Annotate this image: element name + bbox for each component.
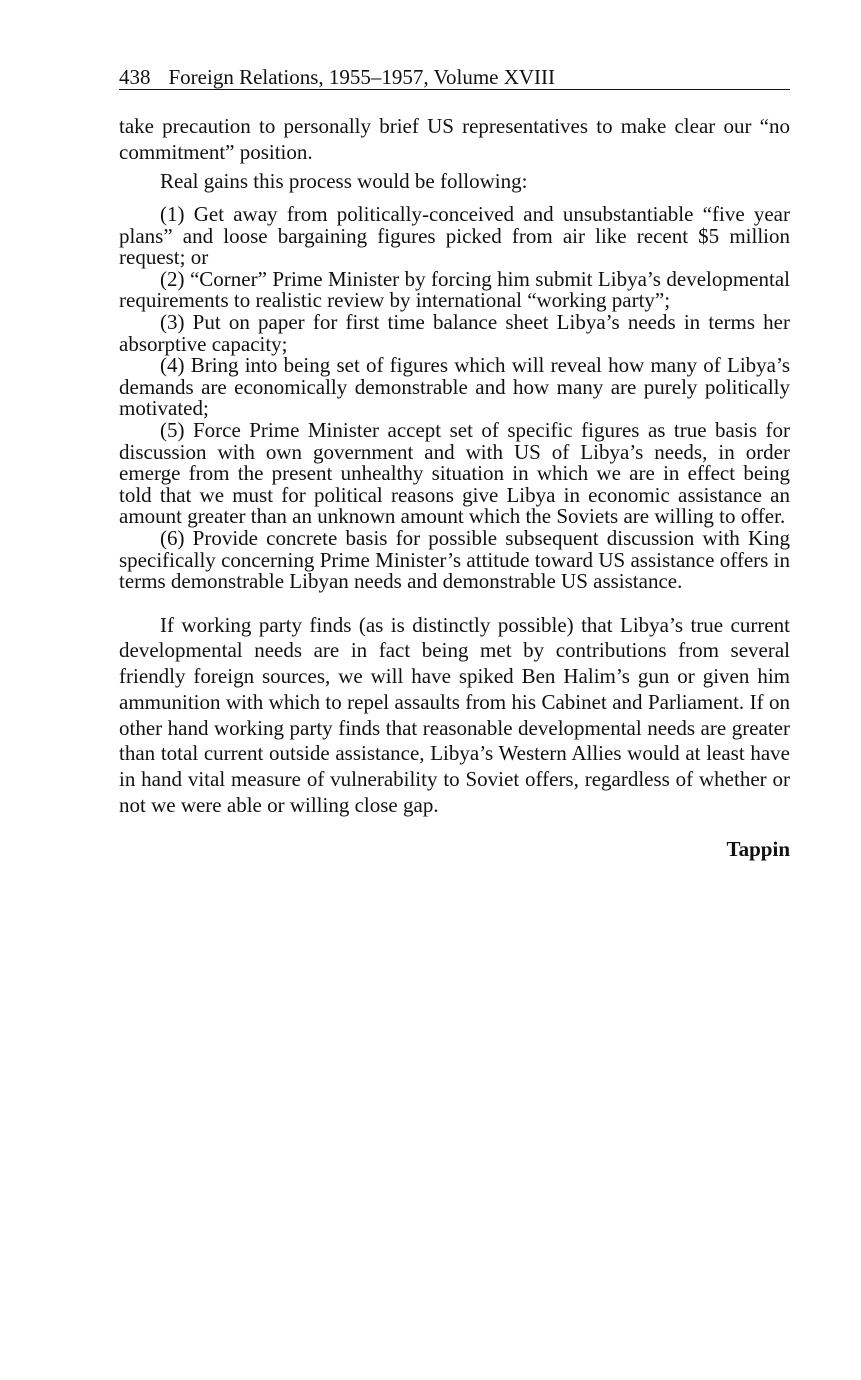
running-title: Foreign Relations, 1955–1957, Volume XVIII (168, 65, 556, 89)
list-item: (3) Put on paper for first time balance sheet Libya’s needs in terms her absorptive capacity; (119, 309, 790, 356)
numbered-list (119, 204, 790, 593)
running-header (119, 64, 790, 90)
document-page (119, 64, 790, 862)
closing-section (119, 613, 790, 819)
continuation-paragraph: take precaution to personally brief US representatives to make clear our “no commitment” position. (119, 114, 790, 164)
list-item: (6) Provide concrete basis for possible subsequent discussion with King specifically concerning Prime Minister’s attitude toward US assistance offers in terms demonstrable Libyan needs and demonstrable US assistance. (119, 525, 790, 594)
lead-paragraph: Real gains this process would be following: (160, 169, 528, 193)
signature: Tappin (726, 837, 790, 862)
list-item: (1) Get away from politically-conceived and unsubstantiable “five year plans” and loose bargaining figures picked from air like recent $5 million request; or (119, 202, 790, 270)
intro-section (119, 113, 790, 194)
list-item: (2) “Corner” Prime Minister by forcing him submit Libya’s developmental requirements to realistic review by international “working party”; (119, 266, 790, 313)
list-item: (4) Bring into being set of figures which will reveal how many of Libya’s demands are economically demonstrable and how many are purely politically motivated; (119, 353, 790, 421)
page-number: 438 (119, 65, 151, 89)
list-item: (5) Force Prime Minister accept set of specific figures as true basis for discussion with own government and with US of Libya’s needs, in order emerge from the present unhealthy situation in which we are in effect being told that we must for political reasons give Libya in economic assistance an amount greater than an unknown amount which the Soviets are willing to offer. (119, 417, 790, 529)
closing-paragraph: If working party finds (as is distinctly possible) that Libya’s true current developmental needs are in fact being met by contributions from several friendly foreign sources, we will have spiked Ben Halim’s gun or given him ammunition with which to repel assaults from his Cabinet and Parliament. If on other hand working party finds that reasonable developmental needs are greater than total current outside assistance, Libya’s Western Allies would at least have in hand vital measure of vulnerability to Soviet offers, regardless of whether or not we were able or willing close gap. (119, 612, 790, 817)
